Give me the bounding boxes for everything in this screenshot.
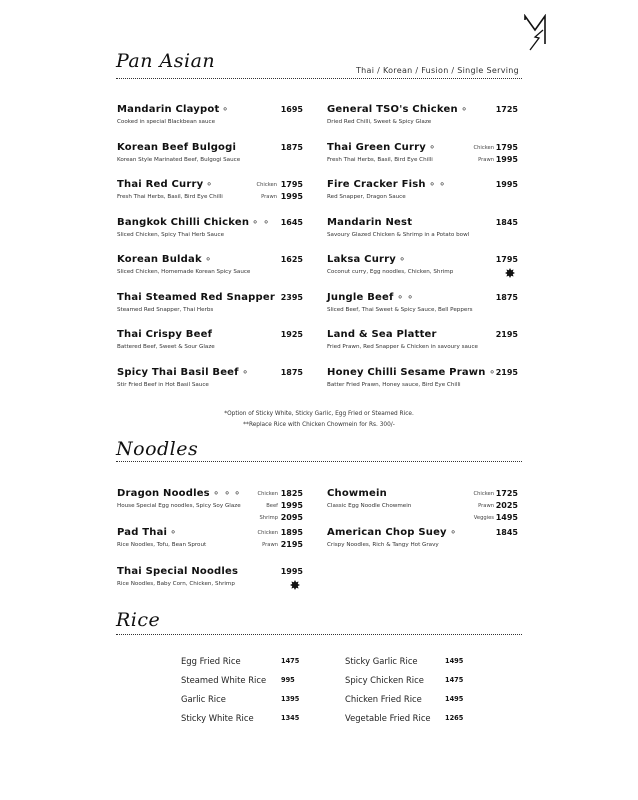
- menu-item: [117, 367, 307, 388]
- item-name-text: Pad Thai: [117, 527, 168, 538]
- variant-price: 1795: [280, 180, 303, 189]
- variant-label: Prawn: [262, 542, 278, 548]
- menu-item: [327, 179, 517, 200]
- item-description: Rice Noodles, Baby Corn, Chicken, Shrimp: [117, 581, 235, 587]
- chili-icon: ⚬: [394, 291, 407, 304]
- item-name: [117, 527, 307, 538]
- item-name: [117, 104, 307, 115]
- rice-item-price: 1475: [281, 657, 300, 665]
- variant-price: 1495: [495, 513, 518, 522]
- rice-item-price: 995: [281, 676, 295, 684]
- item-price: 1875: [280, 367, 303, 377]
- variant-price: 2195: [280, 540, 303, 549]
- chili-icon: ⚬: [397, 253, 409, 267]
- menu-item: [327, 329, 517, 350]
- variant-price: 1995: [280, 501, 303, 510]
- menu-item: [117, 329, 307, 350]
- item-price: 2395: [280, 292, 303, 302]
- item-name: [327, 292, 517, 303]
- chili-icon: ⚬: [239, 366, 252, 379]
- variant-label: Shrimp: [259, 515, 278, 521]
- chili-icon: ⚬: [426, 178, 439, 192]
- item-name-text: Fire Cracker Fish: [327, 179, 426, 190]
- item-name-text: American Chop Suey: [327, 527, 447, 538]
- rice-item-name: Vegetable Fried Rice: [345, 713, 431, 723]
- item-price: 1695: [280, 105, 303, 114]
- pan-asian-title: Pan Asian: [116, 50, 216, 72]
- variant-label: Veggies: [473, 515, 494, 521]
- variant-label: Chicken: [473, 491, 494, 497]
- variant-price: 1895: [280, 528, 303, 537]
- item-description: Coconut curry, Egg noodles, Chicken, Shrimp: [327, 269, 454, 275]
- chowmein-note: **Replace Rice with Chicken Chowmein for Rs. 300/-: [243, 422, 395, 428]
- special-badge-icon: [290, 580, 300, 590]
- item-description: Fresh Thai Herbs, Basil, Bird Eye Chilli: [117, 194, 223, 200]
- item-name: [117, 329, 307, 340]
- rice-item-name: Chicken Fried Rice: [345, 694, 422, 704]
- rice-item-name: Steamed White Rice: [181, 675, 267, 685]
- item-price: 1995: [495, 180, 518, 189]
- item-name-text: Mandarin Claypot: [117, 104, 220, 115]
- chili-icon: ⚬: [447, 526, 460, 540]
- item-description: Crispy Noodles, Rich & Tangy Hot Gravy: [327, 542, 439, 548]
- item-price: 1645: [280, 217, 303, 227]
- item-name: [117, 254, 307, 265]
- menu-item: [117, 527, 307, 548]
- item-name: [117, 217, 307, 228]
- item-description: Stir Fried Beef in Hot Basil Sauce: [117, 381, 209, 388]
- variant-label: Prawn: [478, 503, 494, 509]
- item-price: 1875: [280, 142, 303, 152]
- menu-item: [327, 104, 517, 125]
- item-name: [327, 179, 517, 190]
- item-name-text: Korean Buldak: [117, 254, 202, 265]
- item-price: 1875: [495, 292, 518, 302]
- rice-item-name: Egg Fried Rice: [181, 656, 241, 666]
- variant-label: Beef: [266, 503, 278, 509]
- menu-item: [327, 367, 517, 388]
- chili-icon: ⚬: [232, 487, 245, 501]
- menu-item: [117, 142, 307, 163]
- item-description: House Special Egg noodles, Spicy Soy Glaze: [117, 503, 241, 509]
- rice-item-price: 1475: [445, 676, 464, 684]
- item-name: [117, 367, 307, 378]
- chili-icon: ⚬: [260, 216, 273, 229]
- rice-item-name: Spicy Chicken Rice: [345, 675, 424, 685]
- rice-title: Rice: [116, 609, 161, 631]
- item-price: 1625: [280, 255, 303, 264]
- menu-item: [117, 488, 307, 509]
- item-price: 1995: [280, 567, 303, 576]
- item-price: 1845: [495, 217, 518, 227]
- menu-item: [327, 527, 517, 548]
- variant-label: Chicken: [257, 491, 278, 497]
- variant-price: 2025: [495, 501, 518, 510]
- special-badge-icon: [505, 268, 515, 278]
- item-name: [327, 254, 517, 265]
- item-name: [327, 329, 517, 340]
- divider: [116, 634, 522, 635]
- chili-icon: ⚬: [458, 103, 471, 117]
- rice-item-price: 1345: [281, 714, 300, 722]
- rice-item-name: Sticky Garlic Rice: [345, 656, 418, 666]
- variant-price: 1725: [495, 489, 518, 498]
- menu-item: [327, 292, 517, 313]
- menu-item: [117, 566, 307, 587]
- pan-asian-subtitle: Thai / Korean / Fusion / Single Serving: [356, 66, 519, 75]
- variant-label: Chicken: [257, 530, 278, 536]
- item-name: [327, 367, 517, 378]
- chili-icon: ⚬: [405, 291, 418, 304]
- item-price: 1925: [280, 330, 303, 339]
- variant-label: Prawn: [261, 194, 277, 200]
- item-description: Batter Fried Prawn, Honey sauce, Bird Eye Chilli: [327, 381, 461, 388]
- chili-icon: ⚬: [426, 141, 439, 154]
- rice-item-name: Garlic Rice: [181, 694, 226, 704]
- noodles-title: Noodles: [116, 438, 199, 460]
- item-description: Classic Egg Noodle Chowmein: [327, 503, 412, 509]
- item-name-text: Thai Green Curry: [327, 141, 426, 153]
- chili-icon: ⚬: [220, 103, 233, 117]
- item-name: [117, 292, 307, 303]
- item-name-text: General TSO's Chicken: [327, 104, 458, 115]
- variant-price: 1995: [280, 192, 303, 201]
- item-name-text: Bangkok Chilli Chicken: [117, 216, 250, 228]
- chili-icon: ⚬: [202, 253, 215, 267]
- item-name-text: Spicy Thai Basil Beef: [117, 366, 239, 378]
- item-name-text: Thai Steamed Red Snapper: [117, 291, 275, 303]
- menu-item: [117, 292, 307, 313]
- menu-item: [117, 254, 307, 275]
- item-name-text: Jungle Beef: [327, 291, 394, 303]
- item-description: Fresh Thai Herbs, Basil, Bird Eye Chilli: [327, 156, 433, 163]
- item-description: Sliced Beef, Thai Sweet & Spicy Sauce, Bell Peppers: [327, 306, 473, 313]
- item-price: 1845: [495, 528, 518, 537]
- item-price: 2195: [495, 330, 518, 339]
- rice-item-price: 1495: [445, 657, 464, 665]
- item-price: 2195: [495, 367, 518, 377]
- rice-item-price: 1265: [445, 714, 464, 722]
- menu-item: [117, 104, 307, 125]
- item-description: Cooked in special Blackbean sauce: [117, 119, 216, 125]
- item-name-text: Korean Beef Bulgogi: [117, 141, 237, 153]
- item-description: Rice Noodles, Tofu, Bean Sprout: [117, 542, 207, 548]
- chili-icon: ⚬: [250, 216, 262, 229]
- item-description: Savoury Glazed Chicken & Shrimp in a Potato bowl: [327, 231, 470, 238]
- variant-price: 1795: [495, 142, 518, 152]
- item-name: [117, 566, 307, 577]
- rice-item-price: 1395: [281, 695, 300, 703]
- menu-item: [327, 254, 517, 275]
- variant-price: 1825: [280, 489, 303, 498]
- rice-item-name: Sticky White Rice: [181, 713, 254, 723]
- item-description: Korean Style Marinated Beef, Bulgogi Sauce: [117, 156, 241, 163]
- item-name-text: Dragon Noodles: [117, 488, 210, 499]
- item-name: [117, 488, 307, 499]
- menu-item: [327, 217, 517, 238]
- menu-item: [117, 217, 307, 238]
- item-name: [117, 142, 307, 153]
- menu-item: [117, 179, 307, 200]
- rice-note: *Option of Sticky White, Sticky Garlic, Egg Fried or Steamed Rice.: [224, 411, 414, 417]
- item-name-text: Land & Sea Platter: [327, 329, 437, 340]
- chili-icon: ⚬: [210, 487, 223, 501]
- chili-icon: ⚬: [221, 487, 234, 501]
- brand-logo-icon: [522, 14, 548, 54]
- divider: [116, 461, 522, 462]
- item-description: Steamed Red Snapper, Thai Herbs: [117, 306, 214, 313]
- item-name-text: Chowmein: [327, 488, 387, 499]
- item-name-text: Laksa Curry: [327, 254, 396, 265]
- item-name-text: Mandarin Nest: [327, 216, 413, 228]
- item-description: Battered Beef, Sweet & Sour Glaze: [117, 344, 215, 350]
- chili-icon: ⚬: [437, 178, 450, 192]
- item-name: [327, 527, 517, 538]
- variant-label: Chicken: [473, 144, 494, 151]
- chili-icon: ⚬: [204, 178, 217, 192]
- item-price: 1725: [495, 105, 518, 114]
- rice-item-price: 1495: [445, 695, 464, 703]
- item-name-text: Thai Special Noodles: [117, 566, 239, 577]
- variant-price: 1995: [495, 154, 518, 164]
- divider: [116, 78, 522, 79]
- item-description: Sliced Chicken, Spicy Thai Herb Sauce: [117, 231, 225, 238]
- item-name: [117, 179, 307, 190]
- item-price: 1795: [495, 255, 518, 264]
- chili-icon: ⚬: [486, 366, 499, 379]
- item-description: Dried Red Chilli, Sweet & Spicy Glaze: [327, 119, 432, 125]
- item-description: Sliced Chicken, Homemade Korean Spicy Sauce: [117, 269, 251, 275]
- item-description: Red Snapper, Dragon Sauce: [327, 194, 406, 200]
- variant-label: Chicken: [256, 182, 277, 188]
- item-name: [327, 217, 517, 228]
- variant-label: Prawn: [478, 156, 494, 163]
- item-description: Fried Prawn, Red Snapper & Chicken in savoury sauce: [327, 344, 478, 350]
- variant-price: 2095: [280, 513, 303, 522]
- item-name: [327, 104, 517, 115]
- item-name-text: Honey Chilli Sesame Prawn: [327, 366, 486, 378]
- item-name-text: Thai Crispy Beef: [117, 329, 213, 340]
- chili-icon: ⚬: [168, 526, 180, 540]
- item-name-text: Thai Red Curry: [117, 179, 204, 190]
